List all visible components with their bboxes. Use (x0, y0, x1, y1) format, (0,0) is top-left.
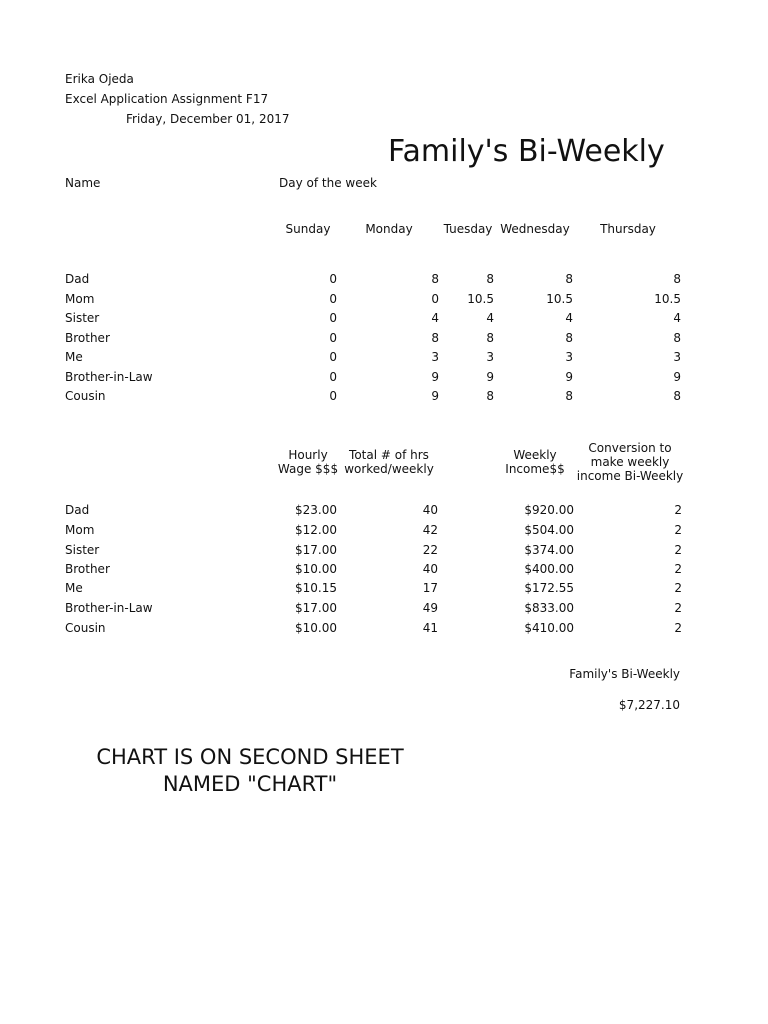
weekly-income-cell: $410.00 (524, 621, 574, 635)
hours-total-cell: 17 (422, 581, 438, 595)
hours-cell: 0 (431, 292, 439, 306)
hours-cell: 8 (486, 331, 494, 345)
hours-row-name: Dad (65, 272, 90, 286)
hours-cell: 0 (329, 292, 337, 306)
conversion-header (574, 441, 686, 483)
conversion-cell: 2 (674, 523, 682, 537)
hourly-wage-header-line: Hourly (288, 448, 328, 462)
income-row-name: Dad (65, 503, 90, 517)
hours-row-name: Me (65, 350, 83, 364)
hours-cell: 3 (486, 350, 494, 364)
hours-cell: 4 (673, 311, 681, 325)
hours-total-cell: 22 (422, 543, 438, 557)
hours-cell: 0 (329, 311, 337, 325)
conversion-cell: 2 (674, 503, 682, 517)
income-row-name: Me (65, 581, 83, 595)
conversion-header-line: income Bi-Weekly (576, 469, 684, 483)
hours-row-name: Brother-in-Law (65, 370, 153, 384)
conversion-cell: 2 (674, 562, 682, 576)
day-header-thursday: Thursday (600, 222, 656, 236)
hours-cell: 0 (329, 272, 337, 286)
hours-cell: 8 (673, 272, 681, 286)
page-title: Family's Bi-Weekly (388, 134, 665, 169)
hours-row-name: Cousin (65, 389, 106, 403)
weekly-income-cell: $920.00 (524, 503, 574, 517)
hours-cell: 8 (565, 389, 573, 403)
wage-cell: $10.00 (295, 562, 337, 576)
hours-cell: 9 (486, 370, 494, 384)
total-hours-header-line: worked/weekly (344, 462, 434, 476)
assignment-date: Friday, December 01, 2017 (126, 112, 290, 126)
weekly-income-cell: $504.00 (524, 523, 574, 537)
wage-cell: $23.00 (295, 503, 337, 517)
hours-cell: 10.5 (654, 292, 681, 306)
income-row-name: Brother (65, 562, 110, 576)
hours-cell: 0 (329, 370, 337, 384)
hours-cell: 9 (431, 389, 439, 403)
hours-cell: 3 (673, 350, 681, 364)
chart-note (60, 744, 440, 798)
conversion-cell: 2 (674, 621, 682, 635)
day-of-week-header: Day of the week (279, 176, 377, 190)
conversion-cell: 2 (674, 581, 682, 595)
hours-cell: 8 (431, 331, 439, 345)
day-header-tuesday: Tuesday (443, 222, 493, 236)
day-header-monday: Monday (365, 222, 413, 236)
conversion-header-line: Conversion to (588, 441, 672, 455)
total-hours-header-line: Total # of hrs (349, 448, 429, 462)
weekly-income-cell: $172.55 (524, 581, 574, 595)
hours-cell: 8 (565, 272, 573, 286)
wage-cell: $10.00 (295, 621, 337, 635)
summary-total: $7,227.10 (618, 698, 680, 712)
day-header-sunday: Sunday (285, 222, 331, 236)
hours-cell: 8 (673, 331, 681, 345)
hours-row-name: Brother (65, 331, 110, 345)
author-name: Erika Ojeda (65, 72, 134, 86)
weekly-income-header (500, 448, 570, 476)
hours-cell: 10.5 (467, 292, 494, 306)
wage-cell: $10.15 (295, 581, 337, 595)
name-column-header: Name (65, 176, 101, 190)
hours-cell: 4 (431, 311, 439, 325)
hours-total-cell: 40 (422, 503, 438, 517)
hourly-wage-header-line: Wage $$$ (277, 462, 339, 476)
hours-total-cell: 49 (422, 601, 438, 615)
hours-cell: 8 (486, 272, 494, 286)
hours-cell: 0 (329, 331, 337, 345)
hours-cell: 0 (329, 350, 337, 364)
hours-row-name: Mom (65, 292, 95, 306)
hours-cell: 9 (431, 370, 439, 384)
hours-cell: 3 (565, 350, 573, 364)
weekly-income-header-line: Income$$ (505, 462, 565, 476)
income-row-name: Brother-in-Law (65, 601, 153, 615)
weekly-income-cell: $833.00 (524, 601, 574, 615)
hours-cell: 3 (431, 350, 439, 364)
hours-total-cell: 40 (422, 562, 438, 576)
weekly-income-cell: $400.00 (524, 562, 574, 576)
hours-total-cell: 41 (422, 621, 438, 635)
wage-cell: $12.00 (295, 523, 337, 537)
hours-row-name: Sister (65, 311, 100, 325)
chart-note-line: CHART IS ON SECOND SHEET (96, 745, 404, 769)
total-hours-header (341, 448, 437, 476)
chart-note-line: NAMED "CHART" (162, 772, 338, 796)
hours-total-cell: 42 (422, 523, 438, 537)
hours-cell: 10.5 (546, 292, 573, 306)
hours-cell: 8 (565, 331, 573, 345)
assignment-title: Excel Application Assignment F17 (65, 92, 269, 106)
conversion-cell: 2 (674, 543, 682, 557)
wage-cell: $17.00 (295, 543, 337, 557)
weekly-income-header-line: Weekly (513, 448, 557, 462)
summary-label: Family's Bi-Weekly (569, 667, 680, 681)
hourly-wage-header (276, 448, 340, 476)
hours-cell: 8 (486, 389, 494, 403)
conversion-header-line: make weekly (590, 455, 670, 469)
hours-cell: 4 (565, 311, 573, 325)
hours-cell: 9 (565, 370, 573, 384)
income-row-name: Cousin (65, 621, 106, 635)
day-header-wednesday: Wednesday (500, 222, 570, 236)
hours-cell: 8 (431, 272, 439, 286)
hours-cell: 8 (673, 389, 681, 403)
hours-cell: 9 (673, 370, 681, 384)
wage-cell: $17.00 (295, 601, 337, 615)
income-row-name: Mom (65, 523, 95, 537)
weekly-income-cell: $374.00 (524, 543, 574, 557)
conversion-cell: 2 (674, 601, 682, 615)
hours-cell: 0 (329, 389, 337, 403)
hours-cell: 4 (486, 311, 494, 325)
income-row-name: Sister (65, 543, 100, 557)
